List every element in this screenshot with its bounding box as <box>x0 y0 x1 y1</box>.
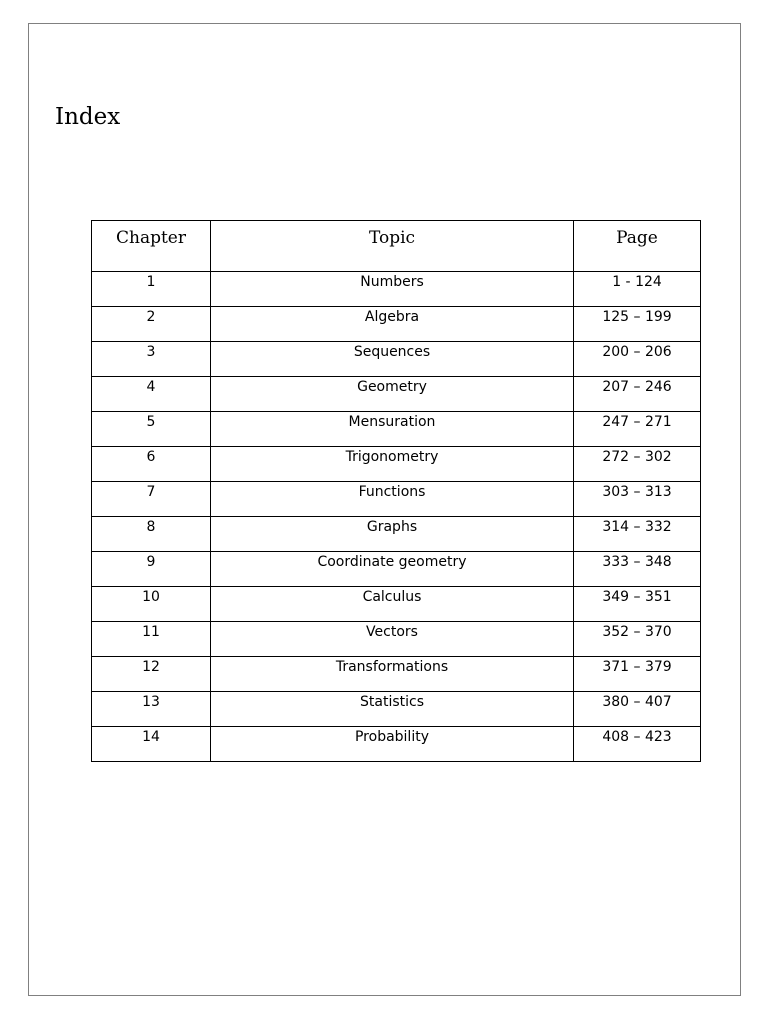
page-range-cell: 247 – 271 <box>574 412 701 447</box>
page-range-cell: 272 – 302 <box>574 447 701 482</box>
chapter-cell: 9 <box>92 552 211 587</box>
document-page <box>28 23 741 996</box>
topic-cell: Functions <box>211 482 574 517</box>
table-row <box>92 727 701 762</box>
header-page: Page <box>574 221 701 272</box>
table-row <box>92 482 701 517</box>
chapter-cell: 13 <box>92 692 211 727</box>
topic-cell: Transformations <box>211 657 574 692</box>
table-row <box>92 447 701 482</box>
page-range-cell: 371 – 379 <box>574 657 701 692</box>
page-range-cell: 408 – 423 <box>574 727 701 762</box>
topic-cell: Statistics <box>211 692 574 727</box>
table-header-row <box>92 221 701 272</box>
chapter-cell: 11 <box>92 622 211 657</box>
topic-cell: Geometry <box>211 377 574 412</box>
table-row <box>92 377 701 412</box>
chapter-cell: 7 <box>92 482 211 517</box>
page-range-cell: 380 – 407 <box>574 692 701 727</box>
topic-cell: Numbers <box>211 272 574 307</box>
page-range-cell: 303 – 313 <box>574 482 701 517</box>
table-row <box>92 622 701 657</box>
table-row <box>92 517 701 552</box>
chapter-cell: 3 <box>92 342 211 377</box>
header-topic: Topic <box>211 221 574 272</box>
table-row <box>92 342 701 377</box>
chapter-cell: 12 <box>92 657 211 692</box>
chapter-cell: 14 <box>92 727 211 762</box>
table-row <box>92 412 701 447</box>
topic-cell: Mensuration <box>211 412 574 447</box>
topic-cell: Graphs <box>211 517 574 552</box>
page-range-cell: 349 – 351 <box>574 587 701 622</box>
table-row <box>92 587 701 622</box>
chapter-cell: 8 <box>92 517 211 552</box>
topic-cell: Trigonometry <box>211 447 574 482</box>
page-range-cell: 333 – 348 <box>574 552 701 587</box>
chapter-cell: 4 <box>92 377 211 412</box>
chapter-cell: 1 <box>92 272 211 307</box>
page-title: Index <box>55 104 121 130</box>
topic-cell: Coordinate geometry <box>211 552 574 587</box>
page-range-cell: 1 - 124 <box>574 272 701 307</box>
page-range-cell: 125 – 199 <box>574 307 701 342</box>
table-row <box>92 272 701 307</box>
topic-cell: Calculus <box>211 587 574 622</box>
page-range-cell: 200 – 206 <box>574 342 701 377</box>
header-chapter: Chapter <box>92 221 211 272</box>
chapter-cell: 2 <box>92 307 211 342</box>
topic-cell: Algebra <box>211 307 574 342</box>
table-row <box>92 552 701 587</box>
topic-cell: Sequences <box>211 342 574 377</box>
index-table <box>91 220 701 762</box>
page-range-cell: 207 – 246 <box>574 377 701 412</box>
chapter-cell: 10 <box>92 587 211 622</box>
chapter-cell: 6 <box>92 447 211 482</box>
table-row <box>92 657 701 692</box>
table-row <box>92 307 701 342</box>
page-range-cell: 352 – 370 <box>574 622 701 657</box>
chapter-cell: 5 <box>92 412 211 447</box>
page-range-cell: 314 – 332 <box>574 517 701 552</box>
topic-cell: Vectors <box>211 622 574 657</box>
topic-cell: Probability <box>211 727 574 762</box>
table-row <box>92 692 701 727</box>
